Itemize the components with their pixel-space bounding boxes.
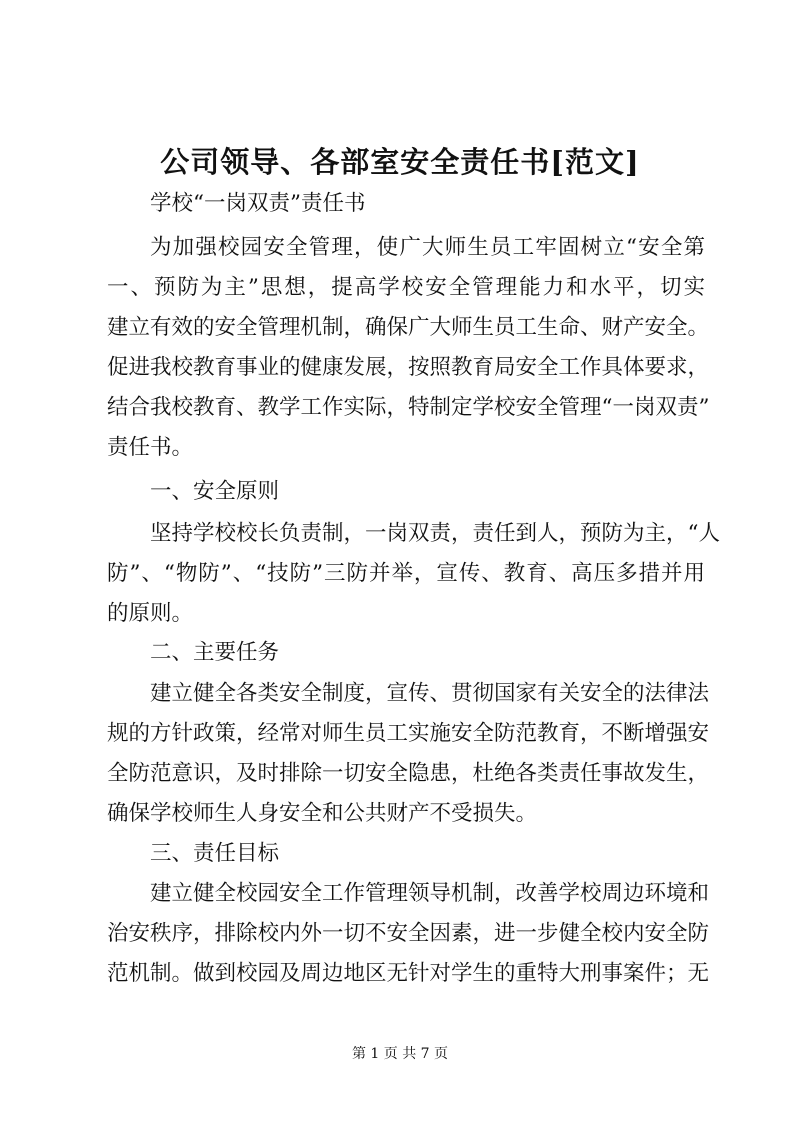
- paragraph-line: 治安秩序，排除校内外一切不安全因素，进一步健全校内安全防: [107, 921, 710, 946]
- paragraph-line: 建立健全各类安全制度，宣传、贯彻国家有关安全的法律法: [150, 681, 710, 706]
- paragraph-line: 促进我校教育事业的健康发展，按照教育局安全工作具体要求，: [107, 355, 710, 380]
- doc-subtitle: 学校“一岗双责”责任书: [150, 191, 366, 216]
- paragraph-line: 一、预防为主”思想，提高学校安全管理能力和水平，切实: [107, 275, 705, 300]
- paragraph-line: 责任书。: [107, 435, 194, 460]
- page-number-footer: 第 1 页 共 7 页: [351, 1046, 449, 1062]
- paragraph-line: 防”、“物防”、“技防”三防并举，宣传、教育、高压多措并用: [107, 561, 705, 586]
- paragraph-line: 的原则。: [107, 601, 194, 626]
- paragraph-line: 规的方针政策，经常对师生员工实施安全防范教育，不断增强安: [107, 721, 710, 746]
- section-heading: 二、主要任务: [150, 640, 280, 665]
- section-heading: 一、安全原则: [150, 479, 280, 504]
- paragraph-line: 范机制。做到校园及周边地区无针对学生的重特大刑事案件；无: [107, 961, 710, 986]
- paragraph-line: 建立有效的安全管理机制，确保广大师生员工生命、财产安全。: [107, 315, 710, 340]
- paragraph-line: 全防范意识，及时排除一切安全隐患，杜绝各类责任事故发生，: [107, 761, 710, 786]
- paragraph-line: 确保学校师生人身安全和公共财产不受损失。: [107, 801, 538, 826]
- section-heading: 三、责任目标: [150, 841, 280, 866]
- paragraph-line: 结合我校教育、教学工作实际，特制定学校安全管理“一岗双责”: [107, 395, 710, 420]
- paragraph-line: 为加强校园安全管理，使广大师生员工牢固树立“安全第: [150, 235, 705, 260]
- paragraph-line: 坚持学校校长负责制，一岗双责，责任到人，预防为主，“人: [150, 521, 720, 546]
- paragraph-line: 建立健全校园安全工作管理领导机制，改善学校周边环境和: [150, 881, 710, 906]
- document-title: 公司领导、各部室安全责任书[范文]: [160, 145, 640, 179]
